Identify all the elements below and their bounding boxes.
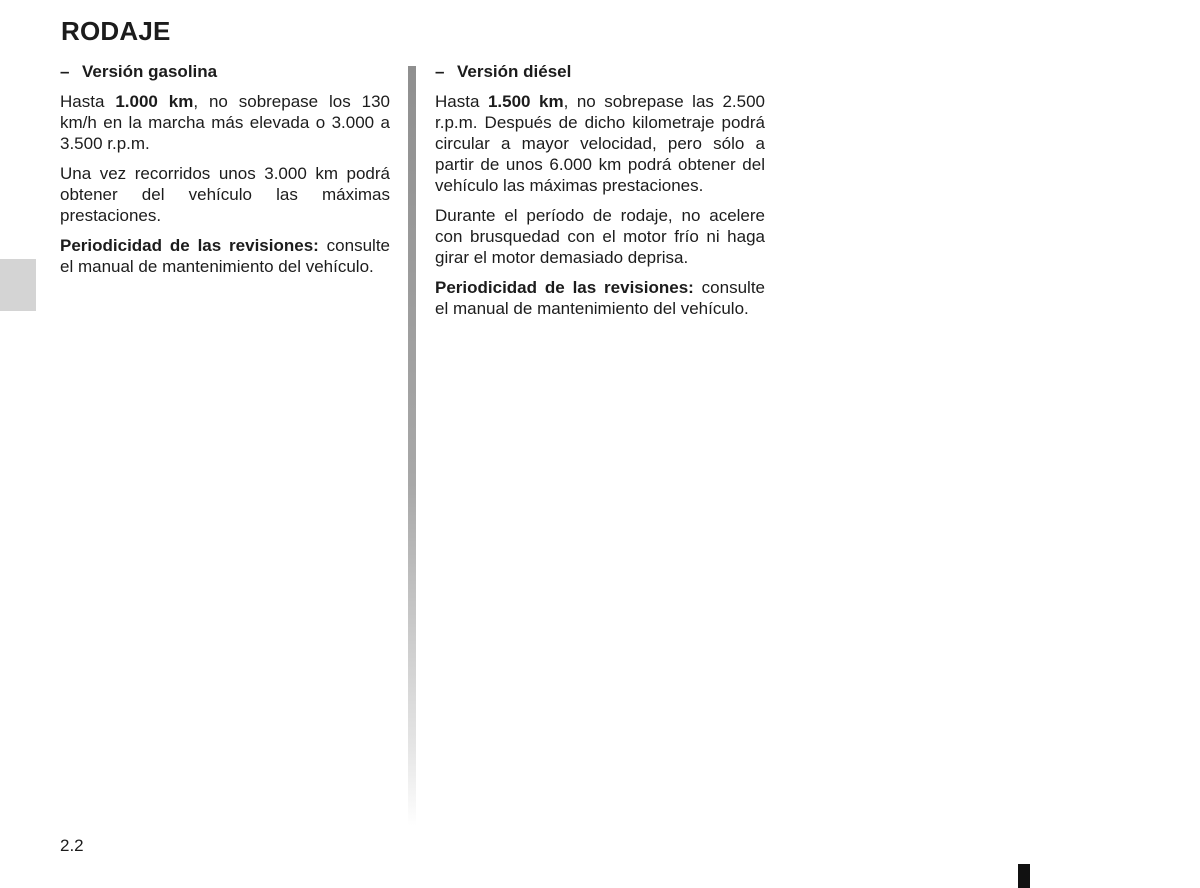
text-run: Hasta xyxy=(435,92,488,111)
section-end-mark xyxy=(1018,864,1030,888)
diesel-heading-text: Versión diésel xyxy=(457,62,572,81)
column-divider xyxy=(408,66,416,826)
text-run: , no sobrepase las 2.500 r.p.m. Después de dicho kilometraje podrá circular a mayor velocidad, pero sólo a partir de unos 6.000 km podrá obtener del vehículo las máximas prestaciones. xyxy=(435,92,765,195)
diesel-cold-engine-paragraph: Durante el período de rodaje, no acelere con brusquedad con el motor frío ni haga girar el motor demasiado deprisa. xyxy=(435,206,765,267)
gasoline-service-paragraph xyxy=(60,235,390,277)
distance-highlight: 1.500 km xyxy=(487,92,564,111)
heading-dash: – xyxy=(60,62,70,81)
section-side-tab xyxy=(0,259,36,311)
service-interval-label: Periodicidad de las revisiones: xyxy=(60,236,319,255)
column-diesel xyxy=(435,61,765,328)
diesel-service-paragraph xyxy=(435,277,765,319)
diesel-rpm-limit-paragraph xyxy=(435,91,765,196)
text-run: , no sobrepase los 130 km/h en la marcha más elevada o 3.000 a 3.500 r.p.m. xyxy=(60,92,391,153)
gasoline-speed-limit-paragraph xyxy=(60,91,390,154)
distance-highlight: 1.000 km xyxy=(115,92,194,111)
text-run: Hasta xyxy=(60,92,116,111)
gasoline-performance-paragraph: Una vez recorridos unos 3.000 km podrá obtener del vehículo las máximas prestaciones. xyxy=(60,164,390,225)
page-title: RODAJE xyxy=(61,16,171,46)
gasoline-heading-text: Versión gasolina xyxy=(82,62,218,81)
heading-dash: – xyxy=(435,62,445,81)
diesel-heading xyxy=(435,61,765,82)
page-number: 2.2 xyxy=(60,836,84,855)
text-run: consulte el manual de mantenimiento del vehículo. xyxy=(60,236,390,276)
column-gasoline xyxy=(60,61,390,286)
text-run: consulte el manual de mantenimiento del vehículo. xyxy=(435,278,765,318)
service-interval-label: Periodicidad de las revisiones: xyxy=(435,278,694,297)
gasoline-heading xyxy=(60,61,390,82)
